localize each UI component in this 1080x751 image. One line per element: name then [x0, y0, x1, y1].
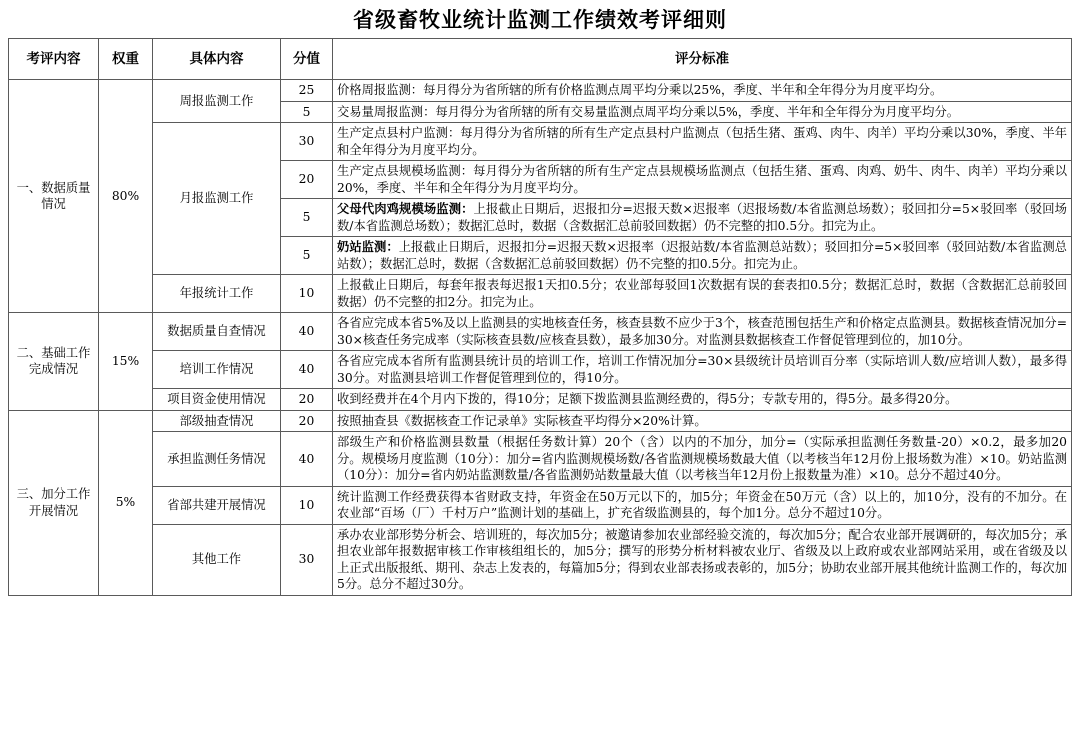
score-cell: 40 — [281, 432, 333, 487]
score-cell: 25 — [281, 80, 333, 102]
item-name-cell: 承担监测任务情况 — [153, 432, 281, 487]
table-row — [9, 275, 1072, 313]
item-name-cell: 数据质量自查情况 — [153, 313, 281, 351]
item-name-cell: 项目资金使用情况 — [153, 389, 281, 411]
column-header-content: 考评内容 — [9, 39, 99, 80]
standard-cell: 按照抽查县《数据核查工作记录单》实际核查平均得分×20%计算。 — [333, 410, 1072, 432]
column-header-item: 具体内容 — [153, 39, 281, 80]
score-cell: 20 — [281, 161, 333, 199]
table-row — [9, 410, 1072, 432]
score-cell: 5 — [281, 101, 333, 123]
item-name-cell: 省部共建开展情况 — [153, 486, 281, 524]
standard-cell: 交易量周报监测：每月得分为省所辖的所有交易量监测点周平均分乘以5%，季度、半年和全年得分为月度平均分。 — [333, 101, 1072, 123]
standard-cell: 价格周报监测：每月得分为省所辖的所有价格监测点周平均分乘以25%，季度、半年和全年得分为月度平均分。 — [333, 80, 1072, 102]
item-name-cell: 其他工作 — [153, 524, 281, 595]
table-row — [9, 123, 1072, 161]
header-row — [9, 39, 1072, 80]
column-header-score: 分值 — [281, 39, 333, 80]
table-header — [9, 39, 1072, 80]
section-name-cell: 三、加分工作开展情况 — [9, 410, 99, 595]
standard-cell — [333, 199, 1072, 237]
standard-cell: 生产定点县村户监测：每月得分为省所辖的所有生产定点县村户监测点（包括生猪、蛋鸡、肉牛、肉羊）平均分乘以30%，季度、半年和全年得分为月度平均分。 — [333, 123, 1072, 161]
standard-cell: 承办农业部形势分析会、培训班的，每次加5分；被邀请参加农业部经验交流的，每次加5分；配合农业部开展调研的，每次加5分；承担农业部年报数据审核工作审核组组长的，加5分；撰写的形势分析材料被农业厅、省级及以上政府或农业部网站采用，或在省级及以上正式出版报纸、期刊、杂志上发表的，每篇加5分；得到农业部表扬或表彰的，加5分；协助农业部开展其他统计监测工作的，每次加5分。总分不超过30分。 — [333, 524, 1072, 595]
standard-cell — [333, 237, 1072, 275]
table-row — [9, 351, 1072, 389]
standard-cell: 各省应完成本省5%及以上监测县的实地核查任务，核查县数不应少于3个，核查范围包括生产和价格定点监测县。数据核查情况加分=30×核查任务完成率（实际核查县数/应核查县数），最多加30分。对监测县数据核查工作督促管理到位的，加10分。 — [333, 313, 1072, 351]
score-cell: 40 — [281, 313, 333, 351]
item-name-cell: 月报监测工作 — [153, 123, 281, 275]
column-header-weight: 权重 — [99, 39, 153, 80]
standard-lead: 父母代肉鸡规模场监测： — [337, 201, 474, 216]
score-cell: 10 — [281, 486, 333, 524]
standard-cell: 生产定点县规模场监测：每月得分为省所辖的所有生产定点县规模场监测点（包括生猪、蛋鸡、肉鸡、奶牛、肉牛、肉羊）平均分乘以20%，季度、半年和全年得分为月度平均分。 — [333, 161, 1072, 199]
standard-cell: 收到经费并在4个月内下拨的，得10分；足额下拨监测县监测经费的，得5分；专款专用的，得5分。最多得20分。 — [333, 389, 1072, 411]
standard-cell: 各省应完成本省所有监测县统计员的培训工作，培训工作情况加分=30×县级统计员培训百分率（实际培训人数/应培训人数），最多得30分。对监测县培训工作督促管理到位的，得10分。 — [333, 351, 1072, 389]
table-row — [9, 486, 1072, 524]
score-cell: 10 — [281, 275, 333, 313]
standard-text: 上报截止日期后，迟报扣分=迟报天数×迟报率（迟报站数/本省监测总站数）；驳回扣分=5×驳回率（驳回站数/本省监测总站数）；数据汇总时，数据（含数据汇总前驳回数据）仍不完整的扣0.5分。扣完为止。 — [337, 240, 1067, 271]
table-row — [9, 432, 1072, 487]
item-name-cell: 周报监测工作 — [153, 80, 281, 123]
table-row — [9, 313, 1072, 351]
standard-cell: 统计监测工作经费获得本省财政支持，年资金在50万元以下的，加5分；年资金在50万元（含）以上的，加10分，没有的不加分。在农业部“百场（厂）千村万户”监测计划的基础上，扩充省级监测县的，每个加1分。总分不超过10分。 — [333, 486, 1072, 524]
score-cell: 30 — [281, 123, 333, 161]
score-cell: 40 — [281, 351, 333, 389]
item-name-cell: 部级抽查情况 — [153, 410, 281, 432]
section-name-cell: 一、数据质量情况 — [9, 80, 99, 313]
section-weight-cell: 80% — [99, 80, 153, 313]
score-cell: 5 — [281, 237, 333, 275]
standard-cell: 上报截止日期后，每套年报表每迟报1天扣0.5分；农业部每驳回1次数据有误的套表扣0.5分；数据汇总时，数据（含数据汇总前驳回数据）仍不完整的扣2分。扣完为止。 — [333, 275, 1072, 313]
section-weight-cell: 5% — [99, 410, 153, 595]
score-cell: 20 — [281, 410, 333, 432]
column-header-standard: 评分标准 — [333, 39, 1072, 80]
table-row — [9, 80, 1072, 102]
item-name-cell: 培训工作情况 — [153, 351, 281, 389]
table-row — [9, 389, 1072, 411]
evaluation-table — [8, 38, 1072, 596]
score-cell: 20 — [281, 389, 333, 411]
section-weight-cell: 15% — [99, 313, 153, 411]
standard-cell: 部级生产和价格监测县数量（根据任务数计算）20个（含）以内的不加分，加分=（实际承担监测任务数量-20）×0.2，最多加20分。规模场月度监测（10分）：加分=省内监测规模场数/各省监测规模场数最大值（以考核当年12月份上报场数为准）×10。奶站监测（10分）：加分=省内奶站监测数量/各省监测奶站数量最大值（以考核当年12月份上报数量为准）×10。总分不超过40分。 — [333, 432, 1072, 487]
table-body — [9, 80, 1072, 596]
section-name-cell: 二、基础工作完成情况 — [9, 313, 99, 411]
score-cell: 5 — [281, 199, 333, 237]
item-name-cell: 年报统计工作 — [153, 275, 281, 313]
page-title: 省级畜牧业统计监测工作绩效考评细则 — [353, 7, 727, 32]
table-row — [9, 524, 1072, 595]
standard-lead: 奶站监测： — [337, 239, 399, 254]
score-cell: 30 — [281, 524, 333, 595]
standard-text: 上报截止日期后，迟报扣分=迟报天数×迟报率（迟报场数/本省监测总场数）；驳回扣分=5×驳回率（驳回场数/本省监测总场数）；数据汇总时，数据（含数据汇总前驳回数据）仍不完整的扣0.5分。扣完为止。 — [337, 202, 1067, 233]
